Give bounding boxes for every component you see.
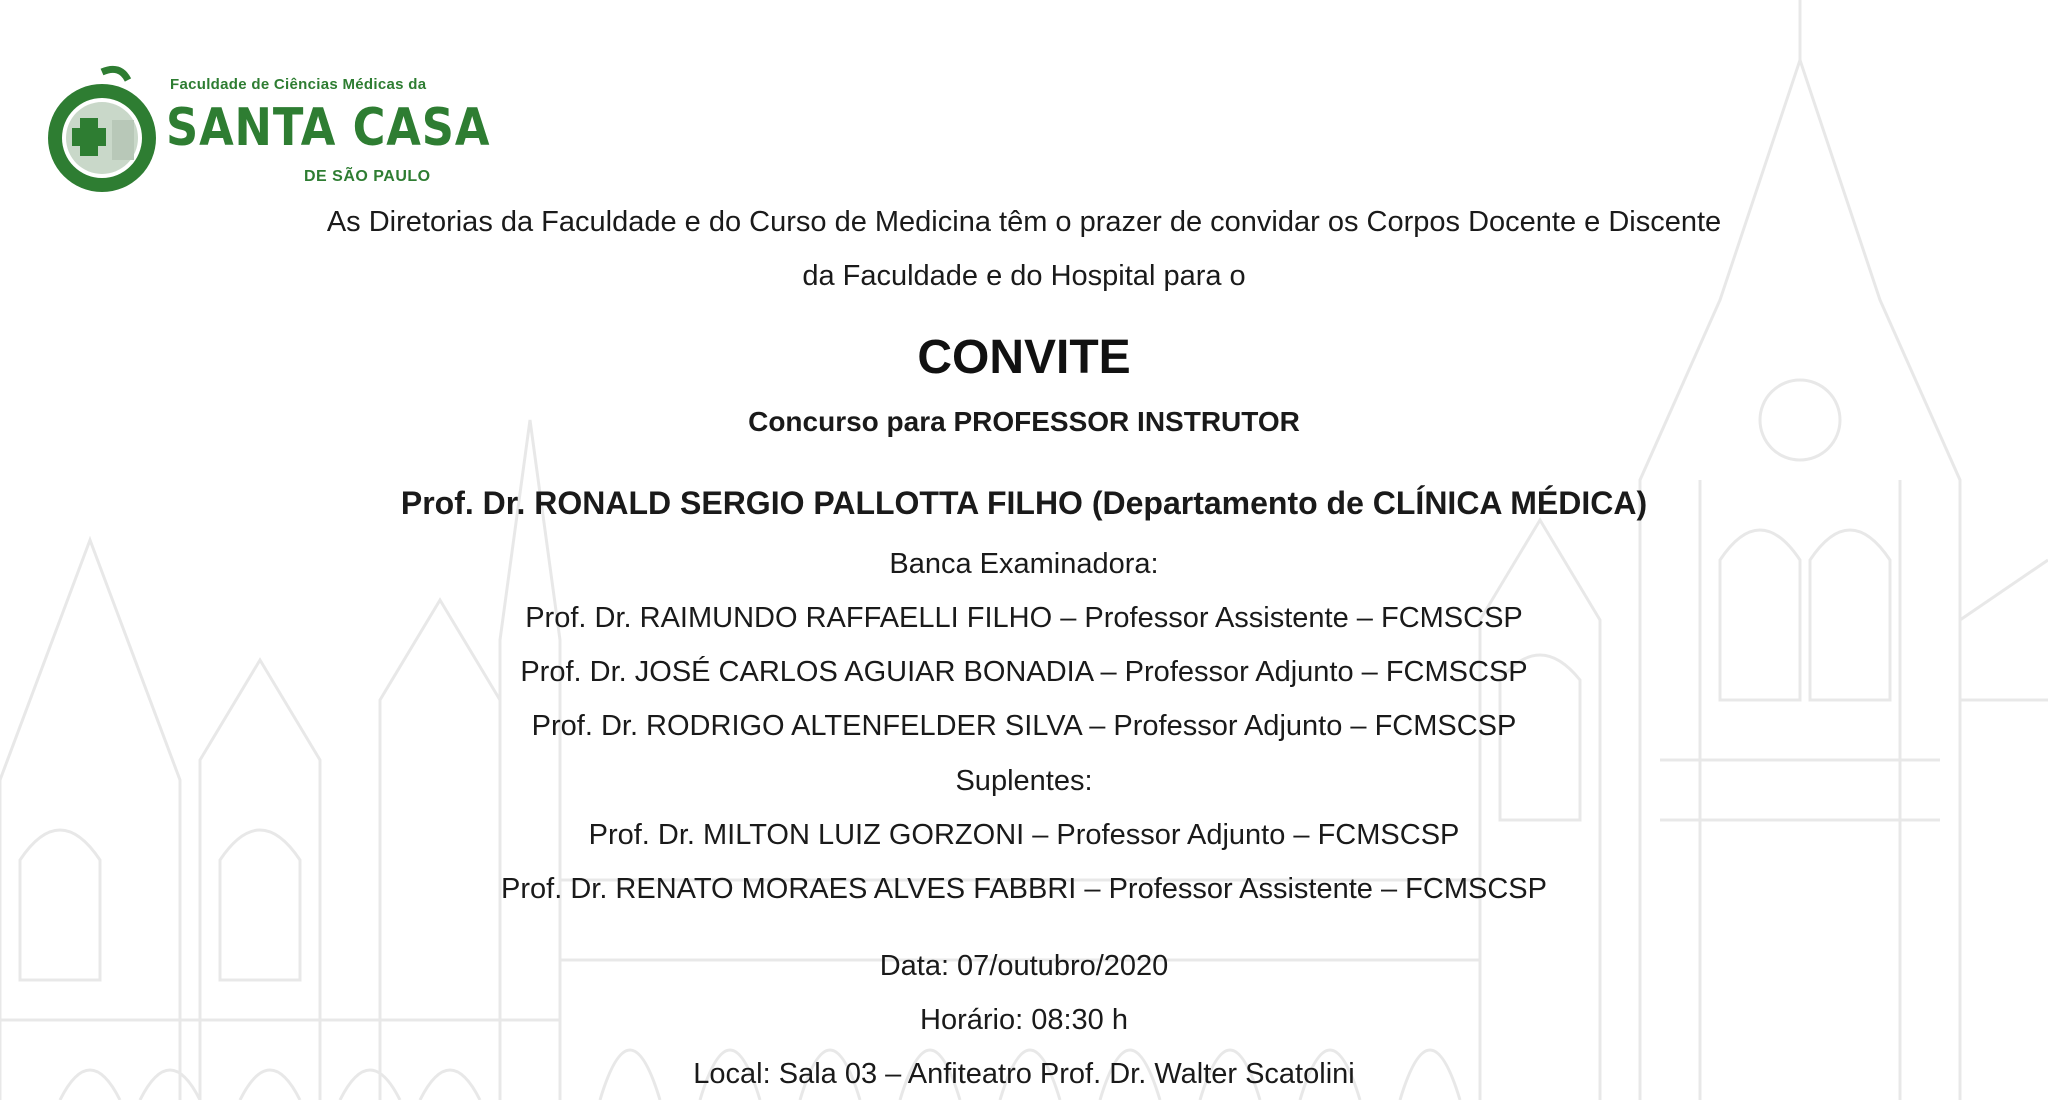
intro-line-2: da Faculdade e do Hospital para o bbox=[802, 260, 1246, 292]
banca-member: Prof. Dr. RAIMUNDO RAFFAELLI FILHO – Professor Assistente – FCMSCSP bbox=[525, 602, 1523, 634]
intro-line-1: As Diretorias da Faculdade e do Curso de Medicina têm o prazer de convidar os Corpos Docente e Discente bbox=[326, 206, 1722, 238]
event-place: Local: Sala 03 – Anfiteatro Prof. Dr. Walter Scatolini bbox=[693, 1058, 1355, 1090]
candidate-name: Prof. Dr. RONALD SERGIO PALLOTTA FILHO (Departamento de CLÍNICA MÉDICA) bbox=[400, 485, 1648, 521]
suplente-member: Prof. Dr. MILTON LUIZ GORZONI – Professor Adjunto – FCMSCSP bbox=[588, 819, 1460, 851]
santa-casa-emblem-icon bbox=[42, 60, 162, 210]
institution-logo bbox=[42, 60, 491, 220]
banca-heading: Banca Examinadora: bbox=[889, 548, 1159, 580]
suplentes-heading: Suplentes: bbox=[955, 765, 1093, 797]
invitation-title: CONVITE bbox=[917, 331, 1131, 384]
banca-member: Prof. Dr. JOSÉ CARLOS AGUIAR BONADIA – Professor Adjunto – FCMSCSP bbox=[520, 656, 1528, 688]
suplente-member: Prof. Dr. RENATO MORAES ALVES FABBRI – Professor Assistente – FCMSCSP bbox=[501, 873, 1547, 905]
banca-member: Prof. Dr. RODRIGO ALTENFELDER SILVA – Professor Adjunto – FCMSCSP bbox=[531, 710, 1517, 742]
event-date: Data: 07/outubro/2020 bbox=[879, 950, 1169, 982]
logo-text-sao-paulo: DE SÃO PAULO bbox=[304, 168, 431, 185]
logo-text-faculdade: Faculdade de Ciências Médicas da bbox=[170, 76, 427, 93]
event-time: Horário: 08:30 h bbox=[920, 1004, 1128, 1036]
logo-text-santa-casa: SANTA CASA bbox=[166, 98, 491, 158]
contest-subtitle: Concurso para PROFESSOR INSTRUTOR bbox=[748, 406, 1300, 437]
